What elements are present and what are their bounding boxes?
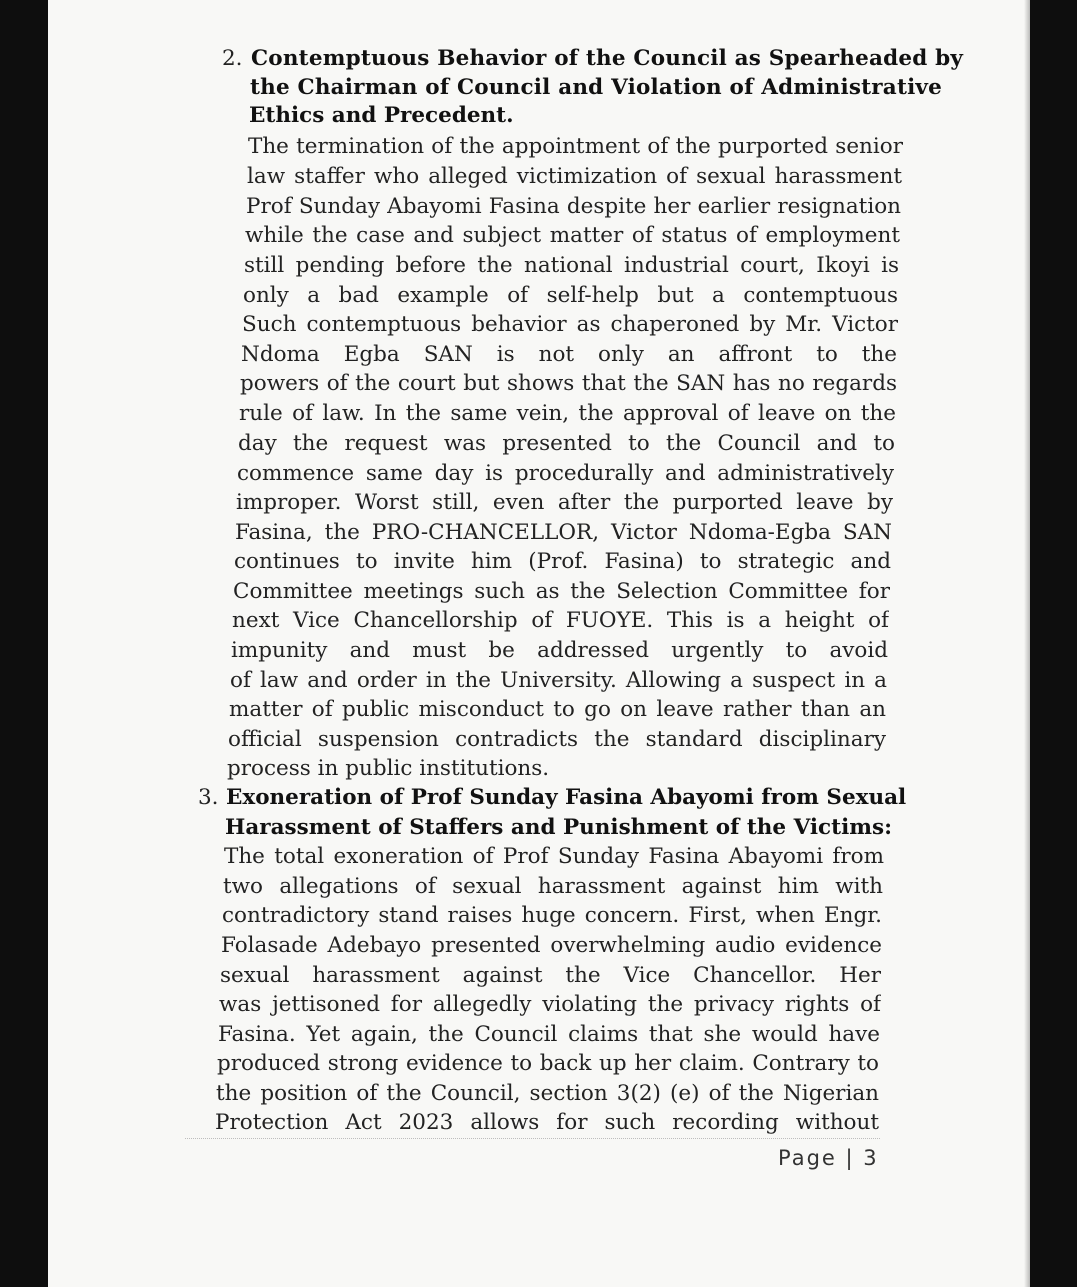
section-heading-line: Exoneration of Prof Sunday Fasina Abayomi from Sexual — [226, 785, 907, 810]
body-text-line: the position of the Council, section 3(2) (e) of the Nigerian — [216, 1081, 879, 1106]
body-text-line: Protection Act 2023 allows for such recording without — [215, 1110, 879, 1135]
body-text-line: produced strong evidence to back up her claim. Contrary to — [217, 1051, 879, 1076]
section-heading-line: Contemptuous Behavior of the Council as Spearheaded by — [251, 46, 964, 71]
body-text-line: continues to invite him (Prof. Fasina) to strategic and — [234, 549, 891, 574]
body-text-line: Such contemptuous behavior as chaperoned by Mr. Victor — [242, 312, 898, 337]
body-text-line: The termination of the appointment of the purported senior — [248, 134, 903, 159]
body-text-line: The total exoneration of Prof Sunday Fasina Abayomi from — [224, 844, 884, 869]
section-heading-line: the Chairman of Council and Violation of Administrative — [250, 75, 943, 100]
body-text-line: day the request was presented to the Council and to — [238, 431, 895, 456]
body-text-line: contradictory stand raises huge concern. First, when Engr. — [222, 903, 882, 928]
right-black-border — [1030, 0, 1077, 1287]
left-black-border — [0, 0, 48, 1287]
body-text-line: official suspension contradicts the standard disciplinary — [228, 727, 886, 752]
body-text-line: Fasina, the PRO-CHANCELLOR, Victor Ndoma-Egba SAN — [235, 520, 892, 545]
section-number: 2. — [222, 46, 243, 71]
body-text-line: of law and order in the University. Allowing a suspect in a — [230, 668, 887, 693]
body-text-line: Committee meetings such as the Selection Committee for — [233, 579, 890, 604]
body-text-line: matter of public misconduct to go on leave rather than an — [229, 697, 886, 722]
section-heading-line: Ethics and Precedent. — [249, 103, 514, 128]
body-text-line: Folasade Adebayo presented overwhelming audio evidence — [221, 933, 882, 958]
body-text-line: rule of law. In the same vein, the approval of leave on the — [239, 401, 896, 426]
body-text-line: was jettisoned for allegedly violating the privacy rights of — [219, 992, 881, 1017]
body-text-line: Fasina. Yet again, the Council claims that she would have — [218, 1022, 880, 1047]
page-number: Page | 3 — [778, 1146, 879, 1170]
body-text-line: next Vice Chancellorship of FUOYE. This is a height of — [232, 608, 889, 633]
body-text-line: Ndoma Egba SAN is not only an affront to the — [241, 342, 897, 367]
body-text-line: while the case and subject matter of status of employment — [245, 223, 900, 248]
body-text-line: still pending before the national industrial court, Ikoyi is — [244, 253, 899, 278]
body-text-line: only a bad example of self-help but a contemptuous — [243, 283, 898, 308]
body-text-line: law staffer who alleged victimization of sexual harassment — [247, 164, 902, 189]
section-heading-line: Harassment of Staffers and Punishment of the Victims: — [225, 815, 893, 840]
section-number: 3. — [198, 785, 219, 810]
footer-rule — [185, 1138, 880, 1139]
body-text-line: powers of the court but shows that the SAN has no regards — [240, 371, 897, 396]
body-text-line: improper. Worst still, even after the purported leave by — [236, 490, 893, 515]
body-text-line: two allegations of sexual harassment against him with — [223, 874, 883, 899]
body-text-line: process in public institutions. — [227, 756, 550, 781]
body-text-line: impunity and must be addressed urgently to avoid — [231, 638, 888, 663]
body-text-line: Prof Sunday Abayomi Fasina despite her earlier resignation — [246, 194, 901, 219]
body-text-line: sexual harassment against the Vice Chancellor. Her — [220, 963, 881, 988]
body-text-line: commence same day is procedurally and administratively — [237, 461, 894, 486]
